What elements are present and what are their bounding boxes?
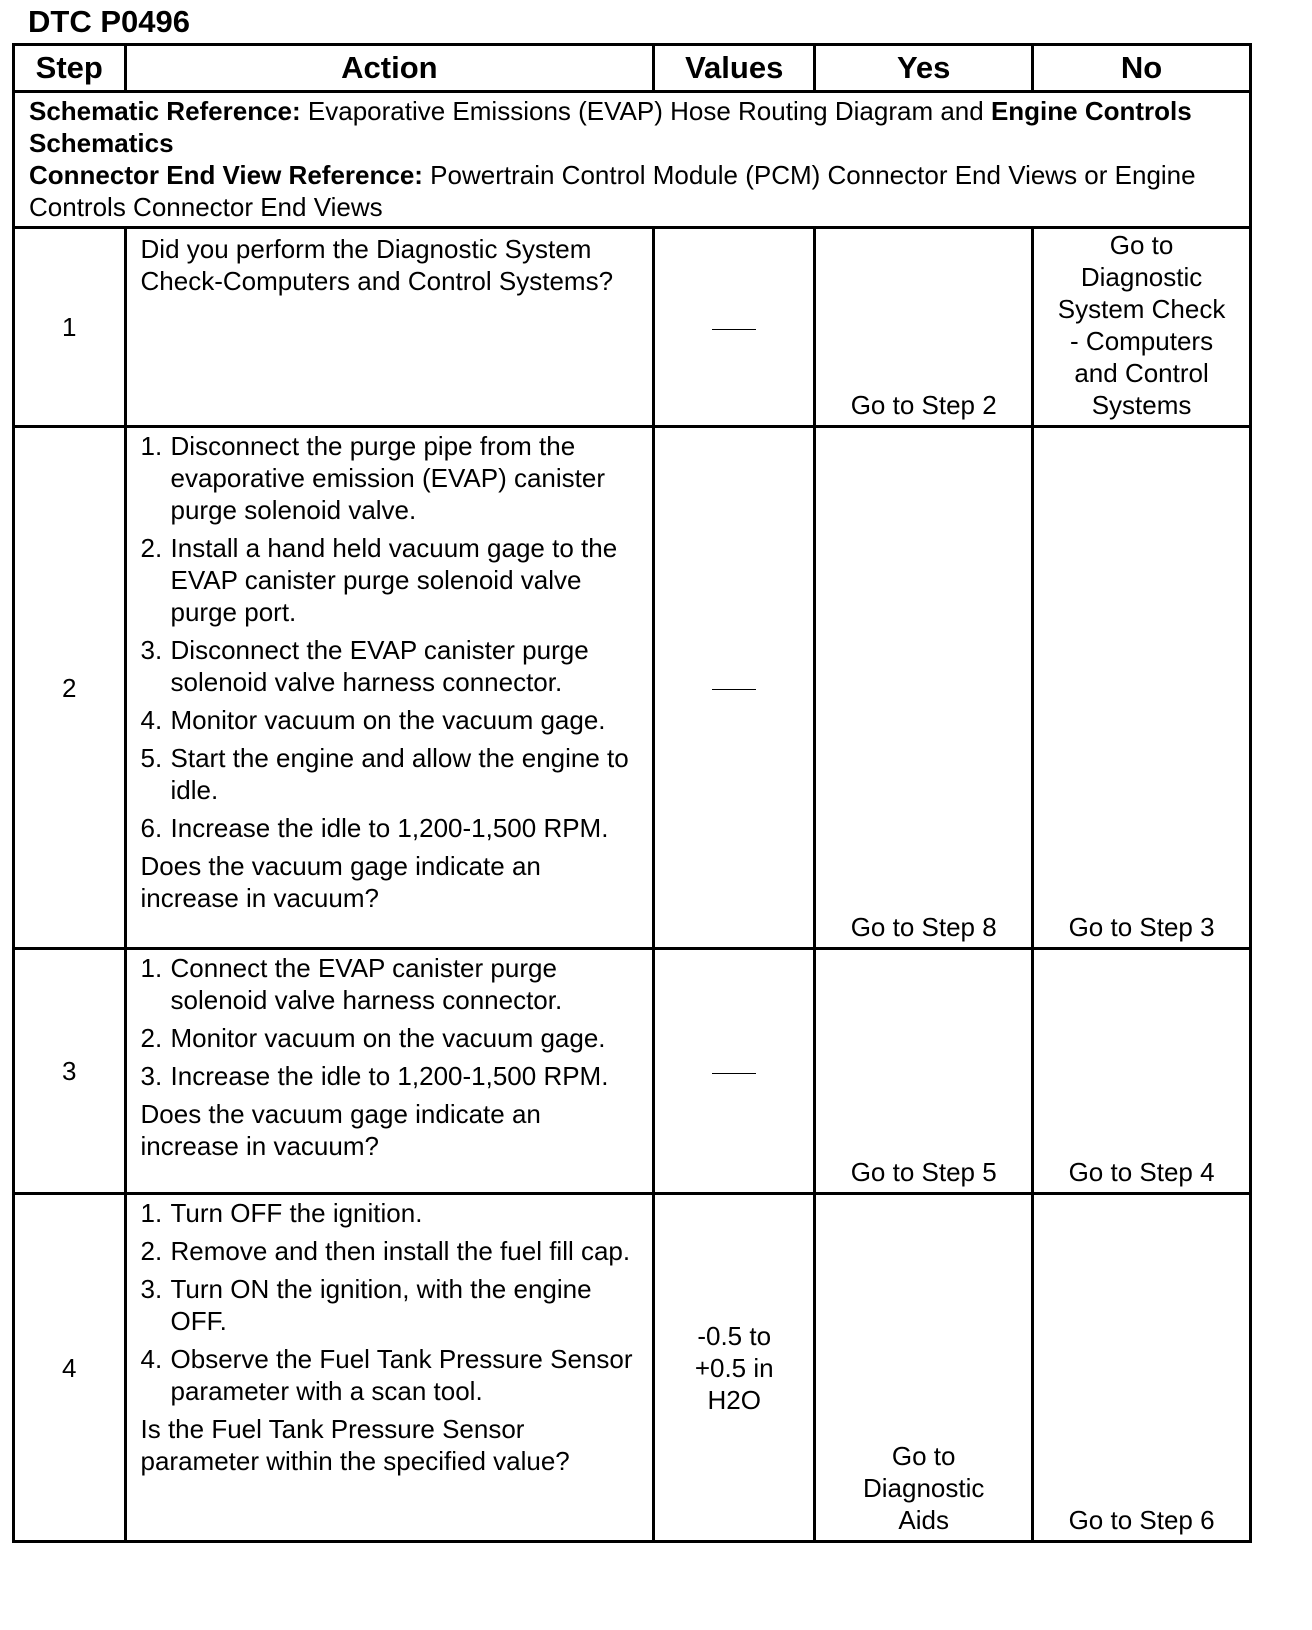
- action-step-text: Increase the idle to 1,200-1,500 RPM.: [170, 813, 609, 843]
- step-number: 3: [14, 949, 126, 1194]
- action-step-number: 3.: [140, 1061, 163, 1091]
- yes-cell: Go to Diagnostic Aids: [815, 1194, 1033, 1542]
- table-row: [14, 1194, 1251, 1542]
- action-cell: [125, 228, 654, 427]
- values-cell: [654, 949, 815, 1194]
- action-step-text: Install a hand held vacuum gage to the EVAP canister purge solenoid valve purge port.: [170, 533, 618, 627]
- action-step-number: 6.: [140, 813, 163, 843]
- action-step-number: 5.: [140, 743, 163, 773]
- header-yes: Yes: [815, 45, 1033, 92]
- action-question: Does the vacuum gage indicate an increase in vacuum?: [140, 1099, 541, 1161]
- yes-cell: Go to Step 5: [815, 949, 1033, 1194]
- no-cell: Go to Step 3: [1033, 427, 1251, 949]
- action-cell: [125, 427, 654, 949]
- action-question: Is the Fuel Tank Pressure Sensor parameter within the specified value?: [140, 1414, 570, 1476]
- action-step-number: 1.: [140, 1198, 163, 1228]
- page-title: DTC P0496: [28, 4, 190, 39]
- schematic-reference-bold-tail: Engine Controls Schematics: [29, 96, 1192, 158]
- action-step: [141, 1197, 639, 1229]
- diagnostic-table: [12, 43, 1252, 1543]
- action-step-text: Increase the idle to 1,200-1,500 RPM.: [170, 1061, 609, 1091]
- header-step: Step: [14, 45, 126, 92]
- schematic-reference-text: Evaporative Emissions (EVAP) Hose Routing Diagram and: [300, 96, 991, 126]
- connector-reference-text: Powertrain Control Module (PCM) Connector End Views or Engine Controls Connector End Views: [29, 160, 1196, 222]
- no-cell: Go to Step 6: [1033, 1194, 1251, 1542]
- action-step-text: Turn OFF the ignition.: [170, 1198, 423, 1228]
- header-no: No: [1033, 45, 1251, 92]
- connector-reference-label: Connector End View Reference:: [29, 160, 423, 190]
- no-cell: Go to Diagnostic System Check - Computers and Control Systems: [1033, 228, 1251, 427]
- action-step: [141, 812, 639, 844]
- action-step-number: 4.: [140, 705, 163, 735]
- table-row: [14, 427, 1251, 949]
- header-action: Action: [125, 45, 654, 92]
- action-step-number: 2.: [140, 1236, 163, 1266]
- action-step: [141, 532, 639, 628]
- action-cell: [125, 1194, 654, 1542]
- action-step-text: Start the engine and allow the engine to idle.: [170, 743, 629, 805]
- action-question: Did you perform the Diagnostic System Check-Computers and Control Systems?: [140, 234, 614, 296]
- action-step: [141, 952, 639, 1016]
- action-step: [141, 704, 639, 736]
- yes-cell: Go to Step 2: [815, 228, 1033, 427]
- step-number: 2: [14, 427, 126, 949]
- action-step: [141, 1343, 639, 1407]
- action-step-number: 1.: [140, 431, 163, 461]
- schematic-reference-label: Schematic Reference:: [29, 96, 301, 126]
- values-cell: [654, 1194, 815, 1542]
- action-step-list: [141, 952, 639, 1092]
- action-step-text: Monitor vacuum on the vacuum gage.: [170, 705, 606, 735]
- action-step-text: Disconnect the purge pipe from the evaporative emission (EVAP) canister purge solenoid valve.: [170, 431, 605, 525]
- values-cell: [654, 427, 815, 949]
- action-step: [141, 1022, 639, 1054]
- action-step-list: [141, 1197, 639, 1407]
- action-step-text: Turn ON the ignition, with the engine OFF.: [170, 1274, 592, 1336]
- action-step-text: Observe the Fuel Tank Pressure Sensor parameter with a scan tool.: [170, 1344, 633, 1406]
- reference-cell: [14, 92, 1251, 228]
- action-question: Does the vacuum gage indicate an increase in vacuum?: [140, 851, 541, 913]
- values-cell: [654, 228, 815, 427]
- reference-row: [14, 92, 1251, 228]
- step-number: 4: [14, 1194, 126, 1542]
- step-number: 1: [14, 228, 126, 427]
- no-value-dash: [712, 329, 756, 330]
- action-step-number: 2.: [140, 1023, 163, 1053]
- values-text: -0.5 to +0.5 in H2O: [694, 1320, 774, 1415]
- action-step-number: 2.: [140, 533, 163, 563]
- action-step: [141, 1235, 639, 1267]
- action-step-text: Monitor vacuum on the vacuum gage.: [170, 1023, 606, 1053]
- header-values: Values: [654, 45, 815, 92]
- action-step-number: 3.: [140, 635, 163, 665]
- action-cell: [125, 949, 654, 1194]
- table-row: [14, 949, 1251, 1194]
- yes-cell: Go to Step 8: [815, 427, 1033, 949]
- action-step: [141, 1273, 639, 1337]
- table-row: [14, 228, 1251, 427]
- action-step-text: Disconnect the EVAP canister purge solenoid valve harness connector.: [170, 635, 589, 697]
- action-step-list: [141, 430, 639, 844]
- action-step-text: Connect the EVAP canister purge solenoid valve harness connector.: [170, 953, 563, 1015]
- action-step: [141, 634, 639, 698]
- no-value-dash: [712, 1073, 756, 1074]
- header-row: [14, 45, 1251, 92]
- action-step: [141, 430, 639, 526]
- action-step-number: 4.: [140, 1344, 163, 1374]
- no-value-dash: [712, 689, 756, 690]
- action-step-number: 1.: [140, 953, 163, 983]
- action-step: [141, 742, 639, 806]
- action-step-text: Remove and then install the fuel fill cap.: [170, 1236, 631, 1266]
- no-cell: Go to Step 4: [1033, 949, 1251, 1194]
- action-step-number: 3.: [140, 1274, 163, 1304]
- action-step: [141, 1060, 639, 1092]
